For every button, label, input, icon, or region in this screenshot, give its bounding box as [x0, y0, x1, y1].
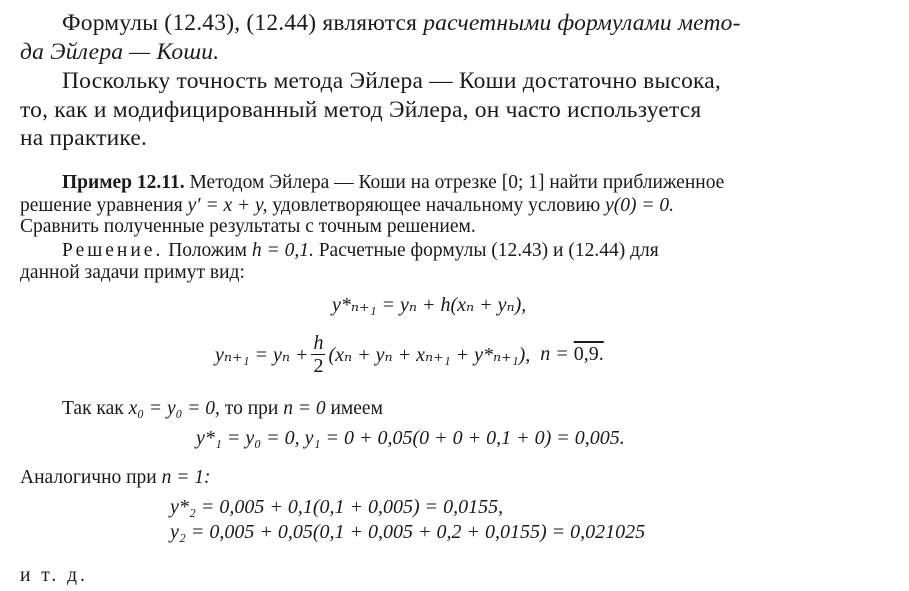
step1-text-a: Аналогично при [20, 467, 162, 488]
formula-predictor-text: y*ₙ₊₁ = yₙ + h(xₙ + yₙ), [332, 294, 527, 316]
fraction-denominator: 2 [313, 354, 324, 377]
step1-n: n = 1: [161, 467, 211, 488]
example-text: Методом Эйлера — Коши на отрезке [0; 1] найти приближенное [184, 172, 725, 193]
step0-text-line [62, 398, 383, 420]
paragraph2-line1: Поскольку точность метода Эйлера — Коши достаточно высока, [62, 68, 722, 94]
solution-line2: данной задачи примут вид: [20, 262, 245, 283]
step0-n: n = 0 [283, 398, 326, 419]
solution-text-a: Положим [163, 240, 252, 261]
step1-formula1-text: y*₂ = 0,005 + 0,1(0,1 + 0,005) = 0,0155, [170, 496, 504, 518]
solution-label: Решение. [62, 240, 164, 261]
step0-initial-values: x₀ = y₀ = 0, [128, 398, 220, 419]
paragraph2-line3: на практике. [20, 125, 148, 151]
ending-text: и т. д. [20, 565, 88, 586]
formula-corrector [215, 330, 604, 378]
paragraph1-line1 [62, 10, 741, 37]
index-range-value: 0,9. [573, 342, 604, 365]
index-variable: n = [540, 342, 574, 365]
formula-corrector-right: (xₙ + yₙ + xₙ₊₁ + y*ₙ₊₁), [328, 343, 531, 366]
solution-step-size: h = 0,1. [251, 240, 314, 261]
example-initial-condition: y(0) = 0. [605, 195, 675, 216]
formula-corrector-left: yₙ₊₁ = yₙ + [215, 343, 309, 366]
step0-formula [196, 427, 625, 450]
formula-index-range [540, 343, 604, 366]
example-text-b: удовлетворяющее начальному условию [267, 195, 606, 216]
solution-text-b: Расчетные формулы (12.43) и (12.44) для [313, 240, 659, 261]
solution-line1 [62, 240, 659, 262]
step1-text-line [20, 467, 211, 489]
step1-formula2-text: y₂ = 0,005 + 0,05(0,1 + 0,005 + 0,2 + 0,0155) = 0,021025 [170, 521, 646, 543]
example-equation: y′ = x + y, [187, 195, 268, 216]
paragraph1-line2 [20, 39, 219, 66]
fraction-numerator: h [313, 331, 324, 354]
step1-formula2 [170, 521, 645, 544]
example-line1 [62, 172, 724, 194]
example-text-a: решение уравнения [20, 195, 188, 216]
step0-text-c: имеем [325, 398, 383, 419]
paragraph1-text: Формулы (12.43), (12.44) являются [62, 10, 424, 36]
example-line2 [20, 195, 674, 217]
example-line3: Сравнить полученные результаты с точным решением. [20, 216, 476, 237]
step0-formula-text: y*₁ = y₀ = 0, y₁ = 0 + 0,05(0 + 0 + 0,1 + 0) = 0,005. [196, 427, 625, 449]
step0-text-a: Так как [62, 398, 129, 419]
paragraph2-line2: то, как и модифицированный метод Эйлера, он часто используется [20, 97, 702, 123]
example-label: Пример 12.11. [62, 172, 185, 193]
formula-predictor [332, 292, 526, 317]
paragraph1-italic-term-cont: да Эйлера — Коши. [20, 39, 220, 65]
formula-fraction [311, 332, 325, 377]
paragraph1-italic-term: расчетными формулами мето- [423, 10, 741, 36]
step1-formula1 [170, 496, 503, 519]
step0-text-b: то при [219, 398, 284, 419]
